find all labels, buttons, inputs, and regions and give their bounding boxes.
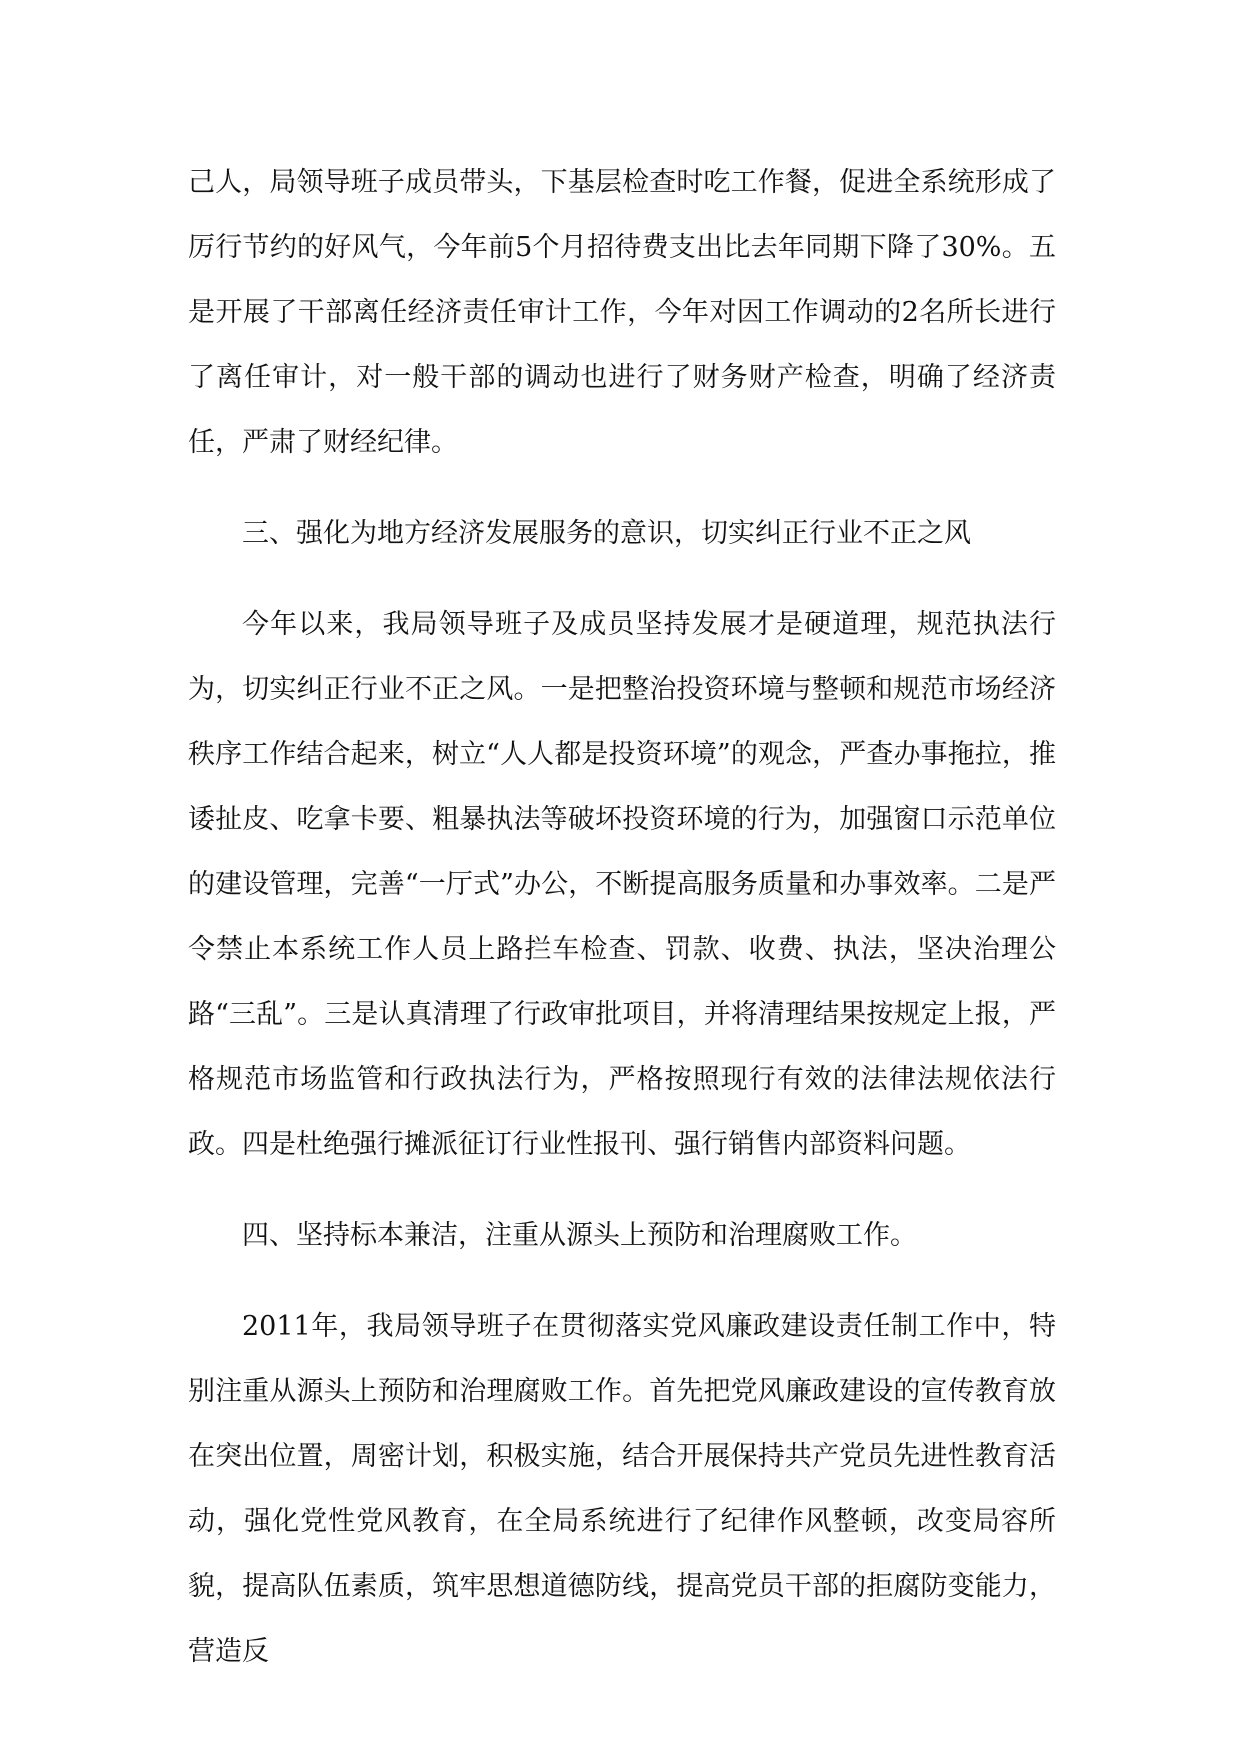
paragraph-continuation: 己人，局领导班子成员带头，下基层检查时吃工作餐，促进全系统形成了厉行节约的好风气，今年前5个月招待费支出比去年同期下降了30%。五是开展了干部离任经济责任审计工作，今年对因工作调动的2名所长进行了离任审计，对一般干部的调动也进行了财务财产检查，明确了经济责任，严肃了财经纪律。 <box>188 167 1056 458</box>
section-heading-four: 四、坚持标本兼洁，注重从源头上预防和治理腐败工作。 <box>242 1220 917 1251</box>
section-heading-three: 三、强化为地方经济发展服务的意识，切实纠正行业不正之风 <box>242 518 971 549</box>
paragraph-section-three-body: 今年以来，我局领导班子及成员坚持发展才是硬道理，规范执法行为，切实纠正行业不正之风。一是把整治投资环境与整顿和规范市场经济秩序工作结合起来，树立“人人都是投资环境”的观念，严查办事拖拉，推诿扯皮、吃拿卡要、粗暴执法等破坏投资环境的行为，加强窗口示范单位的建设管理，完善“一厅式”办公，不断提高服务质量和办事效率。二是严令禁止本系统工作人员上路拦车检查、罚款、收费、执法，坚决治理公路“三乱”。三是认真清理了行政审批项目，并将清理结果按规定上报，严格规范市场监管和行政执法行为，严格按照现行有效的法律法规依法行政。四是杜绝强行摊派征订行业性报刊、强行销售内部资料问题。 <box>188 609 1056 1160</box>
paragraph-section-four-body: 2011年，我局领导班子在贯彻落实党风廉政建设责任制工作中，特别注重从源头上预防和治理腐败工作。首先把党风廉政建设的宣传教育放在突出位置，周密计划，积极实施，结合开展保持共产党员先进性教育活动，强化党性党风教育，在全局系统进行了纪律作风整顿，改变局容所貌，提高队伍素质，筑牢思想道德防线，提高党员干部的拒腐防变能力，营造反 <box>188 1311 1056 1667</box>
document-body <box>188 150 1056 1684</box>
